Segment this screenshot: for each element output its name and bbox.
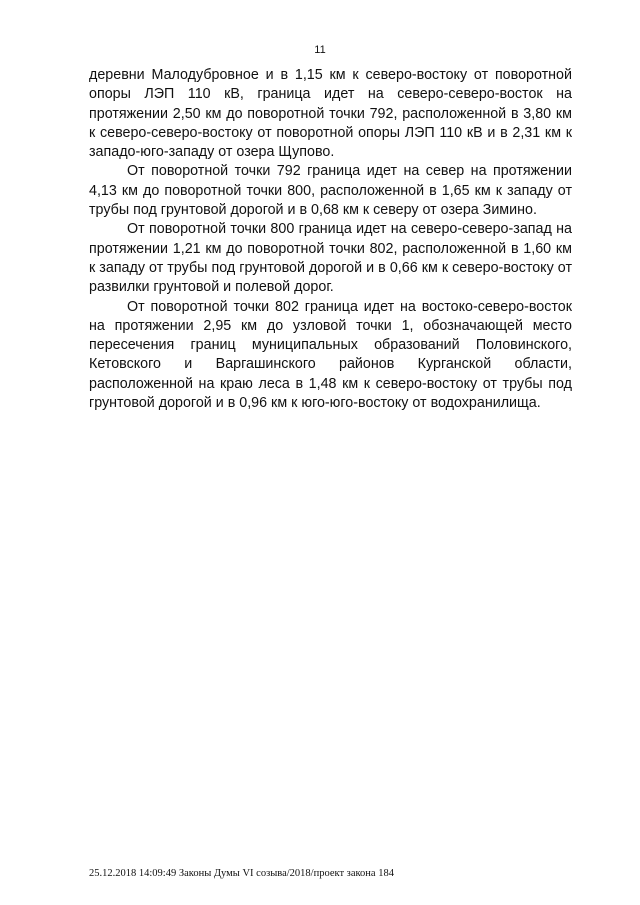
paragraph-point-802: От поворотной точки 802 граница идет на востоко-северо-восток на протяжении 2,95 км до узловой точки 1, обозначающей место пересечения границ муниципальных образований Половинского, Кетовского и Варгашинского районов Курганской области, расположенной на краю леса в 1,48 км к северо-востоку от трубы под грунтовой дорогой и в 0,96 км к юго-юго-востоку от водохранилища.	[89, 298, 572, 412]
document-body	[89, 66, 572, 413]
paragraph-point-800: От поворотной точки 800 граница идет на северо-северо-запад на протяжении 1,21 км до поворотной точки 802, расположенной в 1,60 км к западу от трубы под грунтовой дорогой и в 0,66 км к северо-востоку от развилки грунтовой и полевой дорог.	[89, 221, 572, 296]
paragraph-continuation: деревни Малодубровное и в 1,15 км к северо-востоку от поворотной опоры ЛЭП 110 кВ, граница идет на северо-северо-восток на протяжении 2,50 км до поворотной точки 792, расположенной в 3,80 км к северо-северо-востоку от поворотной опоры ЛЭП 110 кВ и в 2,31 км к западо-юго-западу от озера Щупово.	[89, 67, 572, 161]
page-number: 11	[314, 44, 326, 56]
paragraph-point-792: От поворотной точки 792 граница идет на север на протяжении 4,13 км до поворотной точки 800, расположенной в 1,65 км к западу от трубы под грунтовой дорогой и в 0,68 км к северу от озера Зимино.	[89, 163, 572, 219]
footer-stamp: 25.12.2018 14:09:49 Законы Думы VI созыва/2018/проект закона 184	[89, 868, 394, 879]
